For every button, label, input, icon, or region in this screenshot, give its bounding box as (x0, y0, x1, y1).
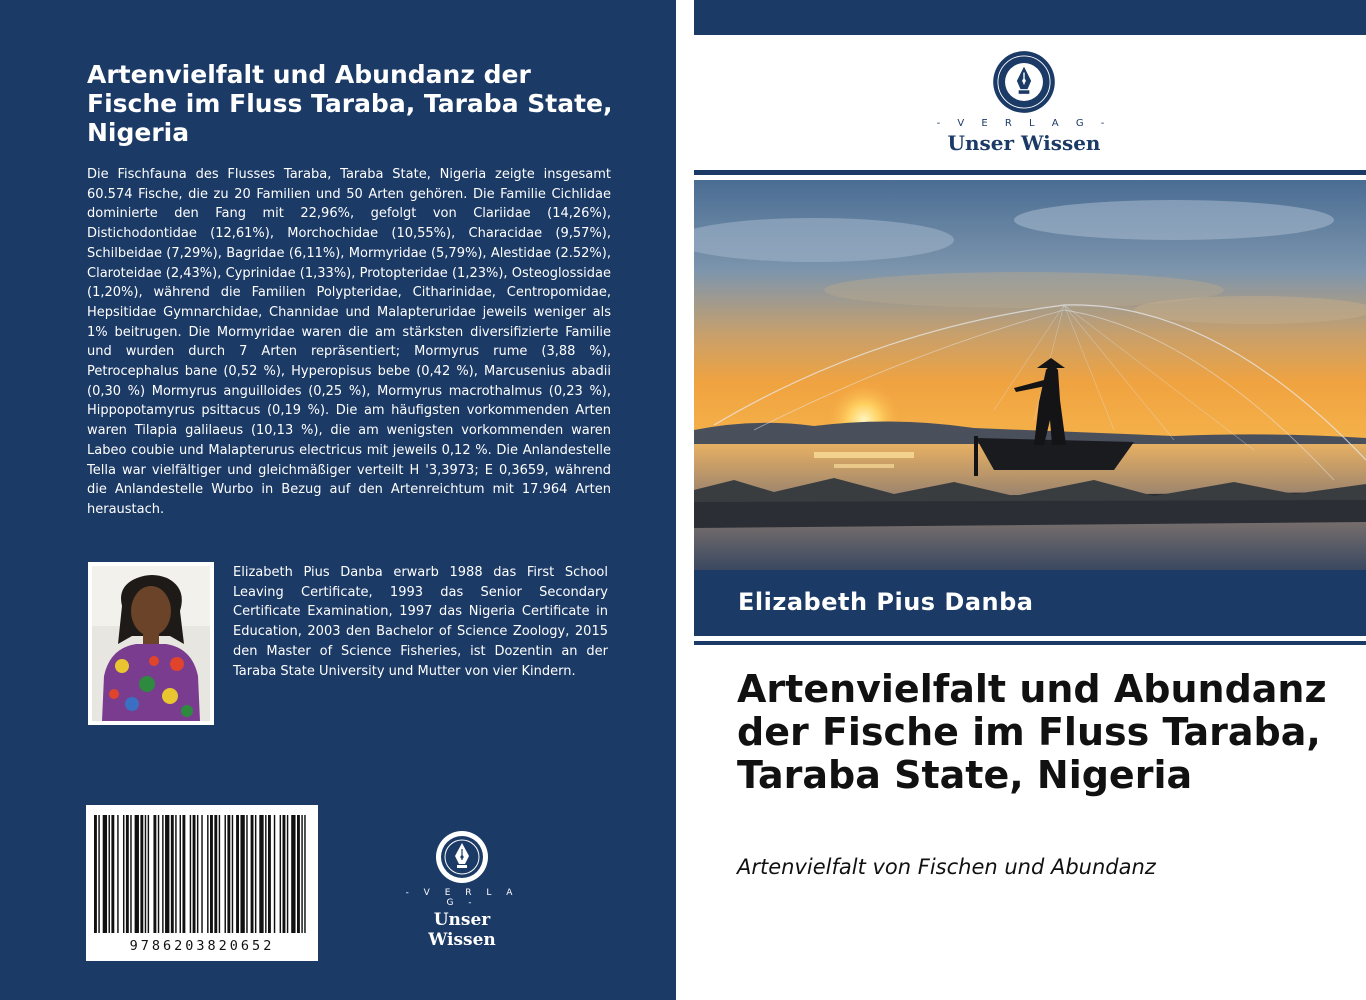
author-band (694, 570, 1366, 636)
front-cover-title: Artenvielfalt und Abundanz der Fische im Fluss Taraba, Taraba State, Nigeria (737, 667, 1327, 797)
cover-photo (694, 180, 1366, 570)
fountain-pen-emblem-icon (435, 830, 489, 884)
back-cover (0, 0, 676, 1000)
back-logo-verlag: - V E R L A G - (405, 888, 519, 908)
front-publisher-logo (934, 50, 1114, 155)
isbn-barcode (86, 805, 318, 961)
front-cover-subtitle: Artenvielfalt von Fischen und Abundanz (737, 855, 1156, 879)
back-publisher-logo (400, 830, 524, 950)
back-cover-blurb: Die Fischfauna des Flusses Taraba, Taraba State, Nigeria zeigte insgesamt 60.574 Fische, die zu 20 Familien und 50 Arten gehören. Die Familie Cichlidae dominierte den Fang mit 22,96%, gefolgt von Clariidae (14,26%), Distichodontidae (12,61%), Morchochidae (10,55%), Characidae (9,57%), Schilbeidae (7,29%), Bagridae (6,11%), Mormyridae (5,79%), Alestidae (2.52%), Claroteidae (2,43%), Cyprinidae (1,33%), Protopteridae (1,23%), Osteoglossidae (1,20%), während die Familien Polypteridae, Citharinidae, Centropomidae, Hepsitidae Gymnarchidae, Channidae und Malapteruridae jeweils weniger als 1% beitrugen. Die Mormyridae waren die am stärksten diversifizierte Familie und wurden durch 7 Arten repräsentiert; Mormyrus rume (3,88 %), Petrocephalus bane (0,52 %), Hyperopisus bebe (0,42 %), Marcusenius abadii (0,30 %) Mormyrus anguilloides (0,25 %), Mormyrus macrothalmus (0,23 %), Hippopotamyrus psittacus (0,19 %). Die am häufigsten vorkommenden Arten waren Tilapia galilaeus (10,13 %), die am wenigsten vorkommenden waren Labeo coubie und Malapterurus electricus mit jeweils 0,12 %. Die Anlandestelle Tella war vielfältiger und gleichmäßiger verteilt H '3,3973; E 0,3659, während die Anlandestelle Wurbo in Bezug auf den Artenreichtum mit 17.964 Arten heraustach. (87, 167, 611, 517)
author-bio: Elizabeth Pius Danba erwarb 1988 das First School Leaving Certificate, 1993 das Senior Secondary Certificate Examination, 1997 das Nigeria Certificate in Education, 2003 den Bachelor of Science Zoology, 2015 den Master of Science Fisheries, ist Dozentin an der Taraba State University und Mutter von vier Kindern. (233, 565, 608, 679)
front-cover (694, 0, 1366, 1000)
author-portrait-icon (92, 566, 210, 721)
author-photo (88, 562, 214, 725)
divider-stripe (694, 170, 1366, 175)
front-top-bar (694, 0, 1366, 35)
back-logo-name: Unser Wissen (428, 910, 496, 950)
front-logo-name: Unser Wissen (947, 131, 1101, 155)
spine (676, 0, 694, 1000)
isbn-digits: 9786203820652 (129, 938, 275, 954)
divider-stripe (694, 641, 1366, 645)
fisherman-sunset-icon (694, 180, 1366, 570)
back-cover-title: Artenvielfalt und Abundanz der Fische im Fluss Taraba, Taraba State, Nigeria (87, 60, 613, 147)
front-author-name: Elizabeth Pius Danba (738, 588, 1034, 616)
front-logo-verlag: - V E R L A G - (936, 118, 1112, 129)
fountain-pen-emblem-icon (992, 50, 1056, 114)
